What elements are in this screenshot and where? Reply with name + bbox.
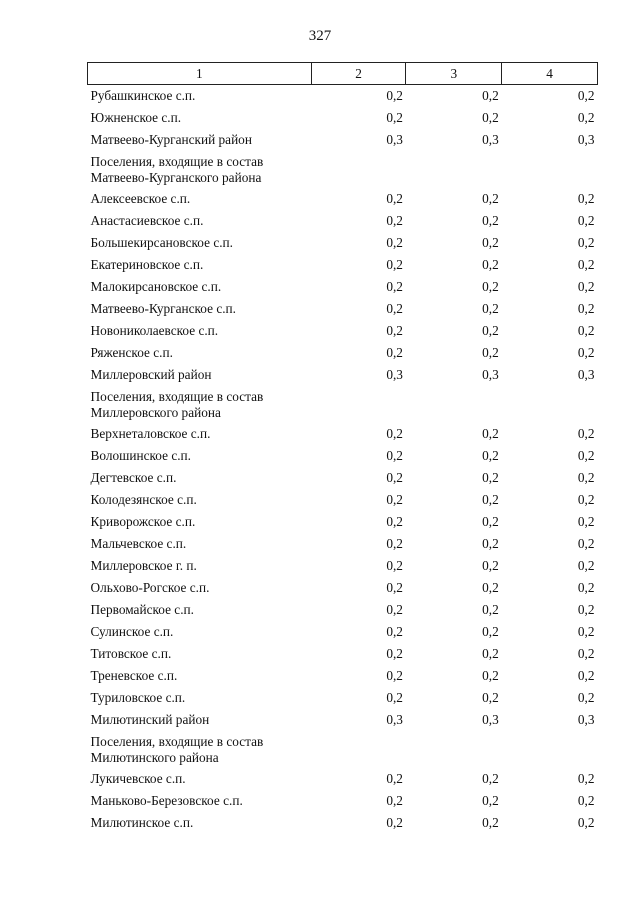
table-row xyxy=(88,364,598,386)
settlement-name: Криворожское с.п. xyxy=(90,514,196,529)
value-col-3 xyxy=(406,731,502,768)
table-row xyxy=(88,232,598,254)
table-group-row xyxy=(88,386,598,423)
value-col-3: 0,2 xyxy=(482,668,499,683)
settlement-name: Волошинское с.п. xyxy=(90,448,191,463)
value-col-3: 0,2 xyxy=(482,191,499,206)
settlement-name: Новониколаевское с.п. xyxy=(90,323,219,338)
settlement-name: Колодезянское с.п. xyxy=(90,492,197,507)
table-row xyxy=(88,533,598,555)
value-col-4: 0,2 xyxy=(577,624,595,639)
value-col-4 xyxy=(502,151,598,188)
value-col-3: 0,2 xyxy=(482,213,499,228)
value-col-3 xyxy=(406,151,502,188)
page-number: 327 xyxy=(308,28,332,44)
value-col-2: 0,2 xyxy=(386,624,403,639)
settlement-name: Милютинский район xyxy=(90,712,210,727)
value-col-2: 0,2 xyxy=(386,690,403,705)
data-table xyxy=(87,62,598,834)
settlement-name: Треневское с.п. xyxy=(90,668,178,683)
value-col-4: 0,3 xyxy=(577,712,595,727)
value-col-3: 0,2 xyxy=(482,602,499,617)
value-col-3: 0,3 xyxy=(482,132,499,147)
value-col-4: 0,2 xyxy=(577,88,595,103)
value-col-4: 0,2 xyxy=(577,646,595,661)
value-col-4: 0,2 xyxy=(577,536,595,551)
value-col-2: 0,2 xyxy=(386,235,403,250)
header-row xyxy=(88,63,598,85)
value-col-3: 0,2 xyxy=(482,257,499,272)
value-col-3: 0,2 xyxy=(482,492,499,507)
value-col-3: 0,2 xyxy=(482,279,499,294)
value-col-2: 0,2 xyxy=(386,323,403,338)
value-col-3: 0,2 xyxy=(482,624,499,639)
value-col-4: 0,2 xyxy=(577,235,595,250)
header-col-4: 4 xyxy=(502,63,598,85)
table-row xyxy=(88,210,598,232)
settlement-name: Дегтевское с.п. xyxy=(90,470,177,485)
settlement-name: Миллеровский район xyxy=(90,367,212,382)
header-col-1: 1 xyxy=(88,63,312,85)
table-row xyxy=(88,511,598,533)
value-col-4: 0,2 xyxy=(577,668,595,683)
value-col-4 xyxy=(502,731,598,768)
settlement-name: Южненское с.п. xyxy=(90,110,182,125)
value-col-4: 0,2 xyxy=(577,514,595,529)
value-col-3: 0,2 xyxy=(482,448,499,463)
value-col-4: 0,2 xyxy=(577,580,595,595)
value-col-2: 0,2 xyxy=(386,257,403,272)
settlement-name: Титовское с.п. xyxy=(90,646,172,661)
value-col-2 xyxy=(311,386,406,423)
value-col-4: 0,2 xyxy=(577,257,595,272)
value-col-3: 0,2 xyxy=(482,580,499,595)
table-row xyxy=(88,812,598,834)
value-col-4: 0,2 xyxy=(577,213,595,228)
table-row xyxy=(88,276,598,298)
value-col-3: 0,2 xyxy=(482,426,499,441)
value-col-2: 0,2 xyxy=(386,448,403,463)
value-col-2: 0,2 xyxy=(386,301,403,316)
settlement-name: Поселения, входящие в состав Милютинского района xyxy=(90,733,264,765)
value-col-4: 0,2 xyxy=(577,815,595,830)
value-col-2: 0,2 xyxy=(386,213,403,228)
table-row xyxy=(88,423,598,445)
value-col-2: 0,3 xyxy=(386,132,403,147)
value-col-4: 0,2 xyxy=(577,426,595,441)
settlement-name: Большекирсановское с.п. xyxy=(90,235,233,250)
value-col-2 xyxy=(311,151,406,188)
table-row xyxy=(88,467,598,489)
value-col-3: 0,2 xyxy=(482,301,499,316)
settlement-name: Мальчевское с.п. xyxy=(90,536,187,551)
value-col-4: 0,2 xyxy=(577,191,595,206)
value-col-4: 0,2 xyxy=(577,448,595,463)
value-col-2: 0,2 xyxy=(386,536,403,551)
value-col-4: 0,2 xyxy=(577,602,595,617)
value-col-3: 0,2 xyxy=(482,110,499,125)
table-row xyxy=(88,621,598,643)
value-col-4: 0,2 xyxy=(577,492,595,507)
header-col-3: 3 xyxy=(406,63,502,85)
settlement-name: Поселения, входящие в состав Миллеровского района xyxy=(90,388,264,420)
value-col-2: 0,2 xyxy=(386,771,403,786)
value-col-2: 0,2 xyxy=(386,815,403,830)
table-row xyxy=(88,599,598,621)
table-row xyxy=(88,445,598,467)
value-col-3: 0,2 xyxy=(482,470,499,485)
value-col-4: 0,2 xyxy=(577,345,595,360)
value-col-3: 0,2 xyxy=(482,690,499,705)
table-row xyxy=(88,577,598,599)
value-col-2: 0,2 xyxy=(386,646,403,661)
settlement-name: Лукичевское с.п. xyxy=(90,771,186,786)
table-group-row xyxy=(88,731,598,768)
settlement-name: Рубашкинское с.п. xyxy=(90,88,196,103)
settlement-name: Туриловское с.п. xyxy=(90,690,186,705)
settlement-name: Сулинское с.п. xyxy=(90,624,174,639)
settlement-name: Екатериновское с.п. xyxy=(90,257,204,272)
table-body xyxy=(88,85,598,835)
table-row xyxy=(88,768,598,790)
table-row xyxy=(88,254,598,276)
settlement-name: Малокирсановское с.п. xyxy=(90,279,222,294)
settlement-name: Маньково-Березовское с.п. xyxy=(90,793,243,808)
value-col-3: 0,2 xyxy=(482,558,499,573)
value-col-4: 0,2 xyxy=(577,793,595,808)
settlement-name: Милютинское с.п. xyxy=(90,815,194,830)
settlement-name: Миллеровское г. п. xyxy=(90,558,197,573)
table-row xyxy=(88,107,598,129)
table-row xyxy=(88,342,598,364)
settlement-name: Верхнеталовское с.п. xyxy=(90,426,211,441)
value-col-2: 0,2 xyxy=(386,793,403,808)
table-row xyxy=(88,85,598,108)
table-row xyxy=(88,320,598,342)
value-col-3: 0,3 xyxy=(482,367,499,382)
value-col-2 xyxy=(311,731,406,768)
settlement-name: Анастасиевское с.п. xyxy=(90,213,204,228)
value-col-2: 0,3 xyxy=(386,367,403,382)
value-col-2: 0,2 xyxy=(386,602,403,617)
settlement-name: Первомайское с.п. xyxy=(90,602,194,617)
value-col-4 xyxy=(502,386,598,423)
value-col-3: 0,3 xyxy=(482,712,499,727)
value-col-3: 0,2 xyxy=(482,646,499,661)
value-col-4: 0,2 xyxy=(577,771,595,786)
settlement-name: Матвеево-Курганский район xyxy=(90,132,252,147)
value-col-4: 0,2 xyxy=(577,558,595,573)
value-col-3: 0,2 xyxy=(482,323,499,338)
settlement-name: Матвеево-Курганское с.п. xyxy=(90,301,236,316)
value-col-3: 0,2 xyxy=(482,514,499,529)
value-col-2: 0,2 xyxy=(386,668,403,683)
table-row xyxy=(88,665,598,687)
value-col-3: 0,2 xyxy=(482,235,499,250)
value-col-2: 0,2 xyxy=(386,492,403,507)
value-col-2: 0,2 xyxy=(386,110,403,125)
settlement-name: Алексеевское с.п. xyxy=(90,191,191,206)
table-row xyxy=(88,687,598,709)
value-col-2: 0,2 xyxy=(386,514,403,529)
table-row xyxy=(88,129,598,151)
value-col-4: 0,2 xyxy=(577,301,595,316)
table-row xyxy=(88,643,598,665)
header-col-2: 2 xyxy=(311,63,406,85)
value-col-3: 0,2 xyxy=(482,536,499,551)
table-header xyxy=(88,63,598,85)
value-col-2: 0,3 xyxy=(386,712,403,727)
value-col-3 xyxy=(406,386,502,423)
value-col-2: 0,2 xyxy=(386,345,403,360)
value-col-2: 0,2 xyxy=(386,558,403,573)
value-col-2: 0,2 xyxy=(386,191,403,206)
table-row xyxy=(88,790,598,812)
value-col-3: 0,2 xyxy=(482,793,499,808)
table-row xyxy=(88,555,598,577)
value-col-2: 0,2 xyxy=(386,279,403,294)
value-col-4: 0,3 xyxy=(577,367,595,382)
value-col-3: 0,2 xyxy=(482,88,499,103)
table-row xyxy=(88,298,598,320)
settlement-name: Ольхово-Рогское с.п. xyxy=(90,580,210,595)
value-col-2: 0,2 xyxy=(386,426,403,441)
value-col-2: 0,2 xyxy=(386,88,403,103)
value-col-4: 0,2 xyxy=(577,323,595,338)
value-col-4: 0,2 xyxy=(577,110,595,125)
table-row xyxy=(88,709,598,731)
value-col-4: 0,2 xyxy=(577,279,595,294)
value-col-4: 0,2 xyxy=(577,690,595,705)
value-col-2: 0,2 xyxy=(386,580,403,595)
value-col-4: 0,3 xyxy=(577,132,595,147)
value-col-3: 0,2 xyxy=(482,771,499,786)
table-row xyxy=(88,489,598,511)
settlement-name: Поселения, входящие в состав Матвеево-Курганского района xyxy=(90,153,264,185)
value-col-3: 0,2 xyxy=(482,815,499,830)
value-col-3: 0,2 xyxy=(482,345,499,360)
table-row xyxy=(88,188,598,210)
value-col-4: 0,2 xyxy=(577,470,595,485)
table-group-row xyxy=(88,151,598,188)
value-col-2: 0,2 xyxy=(386,470,403,485)
settlement-name: Ряженское с.п. xyxy=(90,345,173,360)
